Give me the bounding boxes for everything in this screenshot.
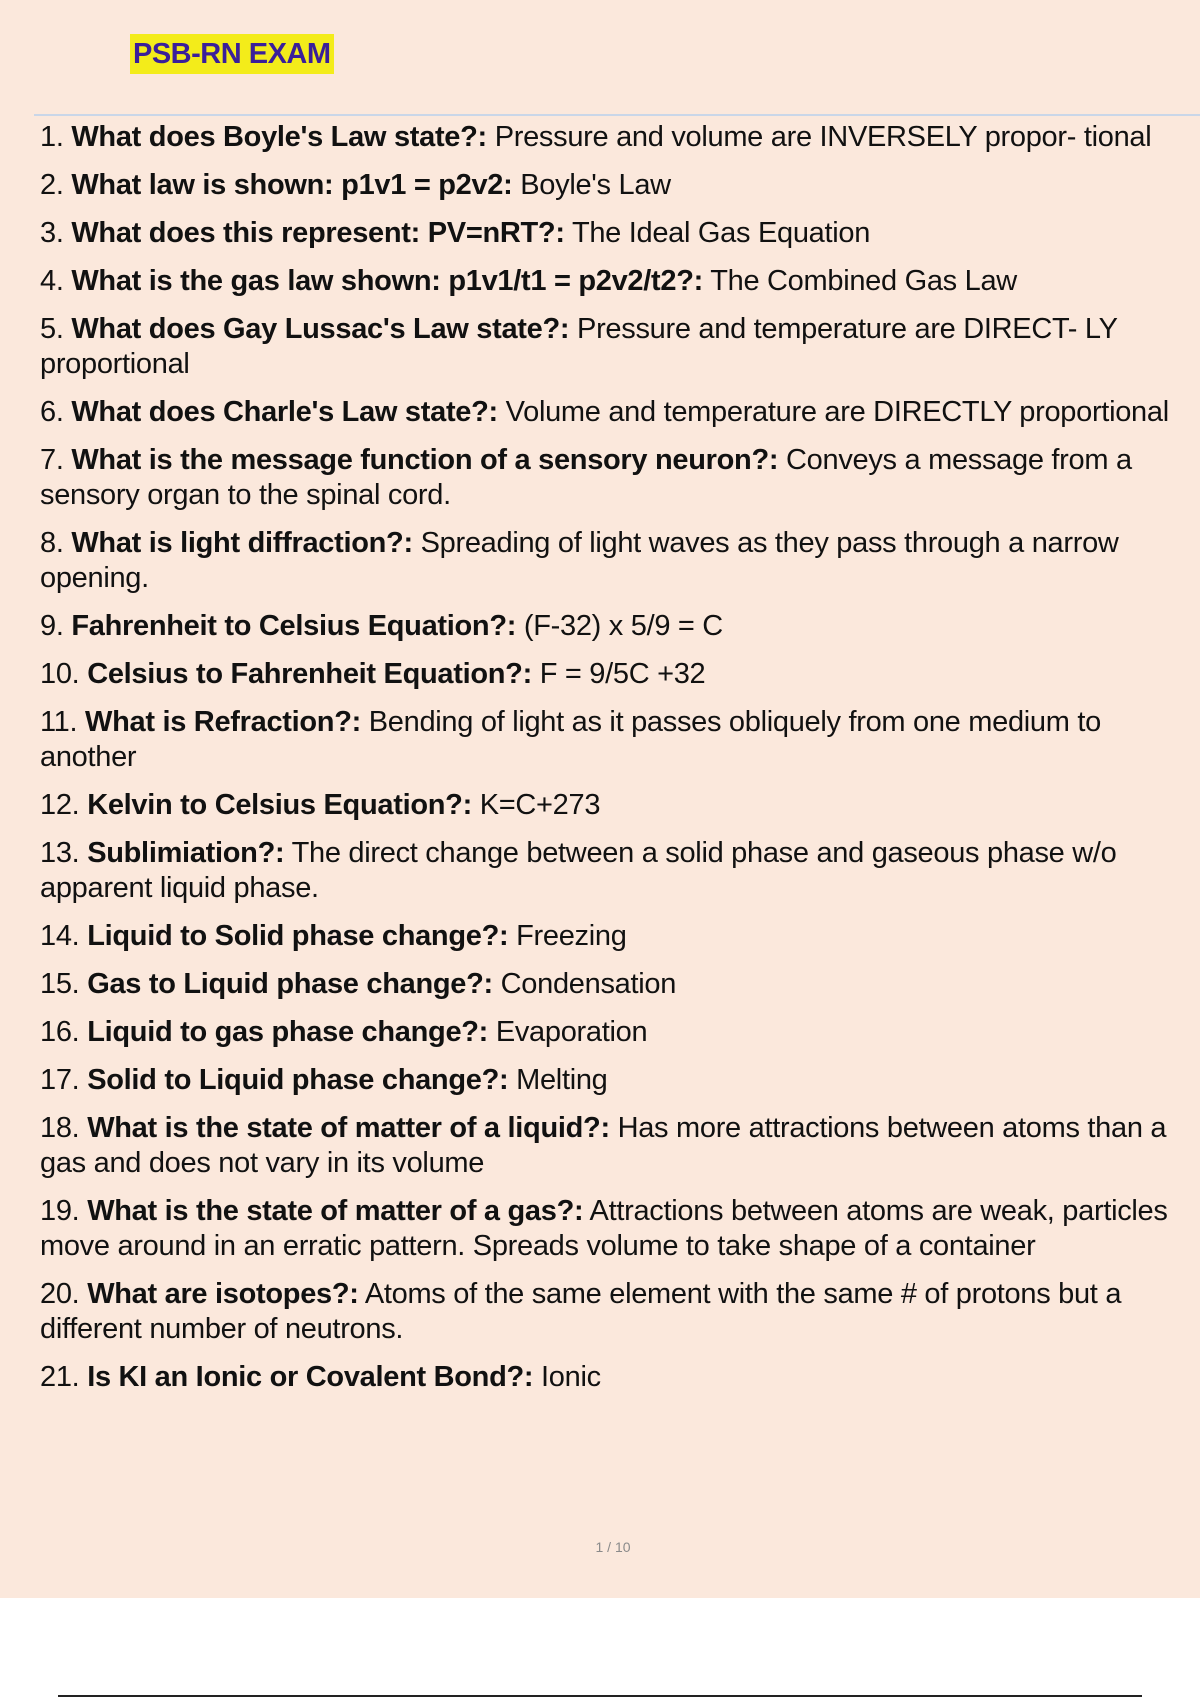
qa-question: What is the gas law shown: p1v1/t1 = p2v2/t2?: <box>71 265 703 297</box>
qa-item <box>40 168 1196 203</box>
qa-number: 13. <box>40 837 80 869</box>
qa-item <box>40 1063 1196 1098</box>
qa-question: What are isotopes?: <box>87 1278 359 1310</box>
qa-answer: Bending of light as it passes obliquely from one medium to another <box>40 706 1101 773</box>
qa-answer: (F-32) x 5/9 = C <box>523 610 723 642</box>
qa-question: Liquid to Solid phase change?: <box>87 920 509 952</box>
qa-answer: Volume and temperature are DIRECTLY proportional <box>505 396 1169 428</box>
qa-item <box>40 1111 1196 1181</box>
qa-item <box>40 216 1196 251</box>
qa-question: What does Charle's Law state?: <box>71 396 498 428</box>
qa-number: 10. <box>40 658 80 690</box>
qa-answer: Atoms of the same element with the same # of protons but a different number of neutrons. <box>40 1278 1122 1345</box>
qa-answer: Ionic <box>541 1361 601 1393</box>
qa-number: 17. <box>40 1064 80 1096</box>
qa-item <box>40 705 1196 775</box>
qa-number: 6. <box>40 396 64 428</box>
qa-answer: The Ideal Gas Equation <box>571 217 871 249</box>
qa-question: Kelvin to Celsius Equation?: <box>87 789 472 821</box>
qa-item <box>40 312 1196 382</box>
qa-number: 14. <box>40 920 80 952</box>
qa-question: Solid to Liquid phase change?: <box>87 1064 509 1096</box>
qa-answer: The Combined Gas Law <box>710 265 1017 297</box>
qa-question: Is KI an Ionic or Covalent Bond?: <box>87 1361 534 1393</box>
qa-question: What is the state of matter of a liquid?: <box>87 1112 610 1144</box>
qa-answer: Spreading of light waves as they pass through a narrow opening. <box>40 527 1119 594</box>
qa-question: What does this represent: PV=nRT?: <box>71 217 565 249</box>
qa-item <box>40 443 1196 513</box>
qa-answer: Attractions between atoms are weak, particles move around in an erratic pattern. Spreads volume to take shape of a container <box>40 1195 1168 1262</box>
qa-answer: Condensation <box>500 968 677 1000</box>
qa-question: Sublimiation?: <box>87 837 285 869</box>
qa-question: What does Boyle's Law state?: <box>71 121 487 153</box>
document-title: PSB-RN EXAM <box>130 34 334 74</box>
qa-item <box>40 1015 1196 1050</box>
qa-item <box>40 1360 1196 1395</box>
qa-item <box>40 836 1196 906</box>
qa-answer: Boyle's Law <box>520 169 671 201</box>
qa-item <box>40 395 1196 430</box>
qa-answer: Conveys a message from a sensory organ to the spinal cord. <box>40 444 1132 511</box>
qa-item <box>40 264 1196 299</box>
qa-item <box>40 919 1196 954</box>
qa-item <box>40 120 1196 155</box>
qa-answer: The direct change between a solid phase and gaseous phase w/o apparent liquid phase. <box>40 837 1117 904</box>
qa-item <box>40 1277 1196 1347</box>
qa-item <box>40 967 1196 1002</box>
qa-number: 11. <box>40 706 78 738</box>
qa-number: 4. <box>40 265 64 297</box>
qa-question: Gas to Liquid phase change?: <box>87 968 493 1000</box>
qa-number: 21. <box>40 1361 80 1393</box>
qa-number: 15. <box>40 968 80 1000</box>
qa-item <box>40 788 1196 823</box>
qa-question: Liquid to gas phase change?: <box>87 1016 489 1048</box>
qa-question: What law is shown: p1v1 = p2v2: <box>71 169 513 201</box>
qa-question: Celsius to Fahrenheit Equation?: <box>87 658 532 690</box>
qa-item <box>40 1194 1196 1264</box>
qa-answer: Pressure and volume are INVERSELY propor- tional <box>494 121 1152 153</box>
qa-answer: Melting <box>516 1064 608 1096</box>
qa-number: 16. <box>40 1016 80 1048</box>
qa-question: What does Gay Lussac's Law state?: <box>71 313 570 345</box>
qa-number: 18. <box>40 1112 80 1144</box>
page-indicator: 1 / 10 <box>595 1539 631 1555</box>
qa-number: 9. <box>40 610 64 642</box>
qa-answer: Freezing <box>516 920 627 952</box>
title-divider <box>34 114 1200 116</box>
qa-number: 8. <box>40 527 64 559</box>
qa-number: 2. <box>40 169 64 201</box>
qa-question: What is the message function of a sensory neuron?: <box>71 444 779 476</box>
qa-number: 7. <box>40 444 64 476</box>
qa-number: 20. <box>40 1278 80 1310</box>
qa-question: What is Refraction?: <box>85 706 361 738</box>
qa-question: Fahrenheit to Celsius Equation?: <box>71 610 517 642</box>
qa-number: 5. <box>40 313 64 345</box>
qa-question: What is the state of matter of a gas?: <box>87 1195 584 1227</box>
qa-answer: F = 9/5C +32 <box>539 658 706 690</box>
qa-number: 12. <box>40 789 80 821</box>
qa-item <box>40 657 1196 692</box>
qa-item <box>40 609 1196 644</box>
qa-list <box>40 120 1196 1408</box>
qa-question: What is light diffraction?: <box>71 527 413 559</box>
qa-number: 1. <box>40 121 64 153</box>
qa-answer: K=C+273 <box>479 789 601 821</box>
qa-answer: Pressure and temperature are DIRECT- LY proportional <box>40 313 1118 380</box>
qa-number: 3. <box>40 217 64 249</box>
qa-item <box>40 526 1196 596</box>
footer-divider <box>58 1695 1142 1697</box>
qa-answer: Evaporation <box>495 1016 648 1048</box>
qa-number: 19. <box>40 1195 80 1227</box>
qa-answer: Has more attractions between atoms than a gas and does not vary in its volume <box>40 1112 1167 1179</box>
